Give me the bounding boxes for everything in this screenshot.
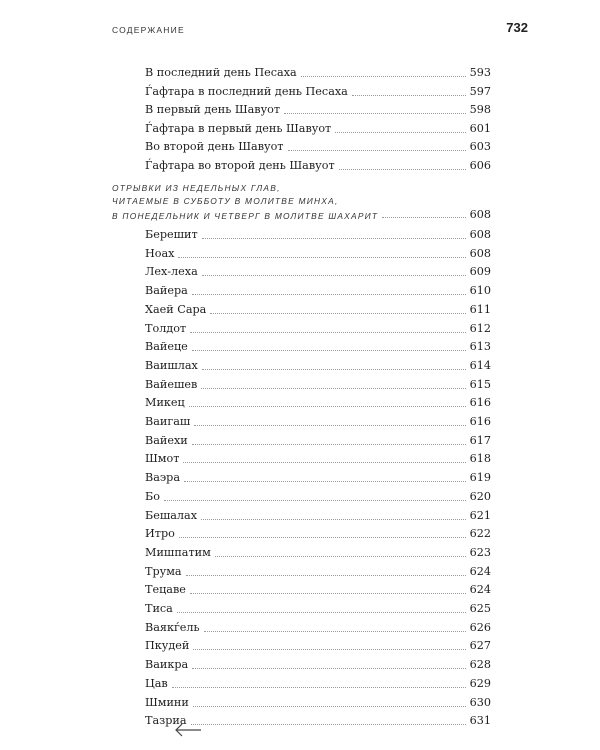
dot-leader bbox=[339, 168, 466, 170]
toc-entry[interactable] bbox=[145, 467, 491, 485]
toc-entry-page: 603 bbox=[469, 140, 491, 154]
toc-entry[interactable] bbox=[145, 62, 491, 80]
toc-entry[interactable] bbox=[145, 561, 491, 579]
dot-leader bbox=[204, 630, 466, 632]
toc-entry-page: 593 bbox=[469, 66, 491, 79]
toc-entry-title: Вайеце bbox=[145, 340, 188, 354]
toc-section-heading[interactable] bbox=[112, 183, 491, 221]
toc-entry[interactable] bbox=[145, 392, 491, 410]
toc-entry-title: Пкудей bbox=[145, 639, 190, 653]
toc-entry[interactable] bbox=[145, 299, 491, 317]
dot-leader bbox=[192, 443, 466, 445]
dot-leader bbox=[191, 723, 466, 725]
toc-entry[interactable] bbox=[145, 654, 491, 672]
toc-entry[interactable] bbox=[145, 81, 491, 99]
dot-leader bbox=[202, 274, 466, 276]
toc-entry[interactable] bbox=[145, 374, 491, 392]
toc-entry-page: 616 bbox=[469, 396, 491, 410]
dot-leader bbox=[183, 461, 465, 463]
toc-entry[interactable] bbox=[145, 505, 491, 523]
toc-entry-page: 612 bbox=[469, 321, 491, 335]
toc-entry[interactable] bbox=[145, 411, 491, 429]
dot-leader bbox=[202, 368, 466, 370]
toc-entry-title: Тиса bbox=[145, 602, 173, 615]
dot-leader bbox=[164, 499, 466, 501]
toc-entry-title: Итро bbox=[145, 527, 175, 541]
toc-entry-title: Лех-леха bbox=[145, 265, 198, 279]
dot-leader bbox=[215, 555, 466, 557]
toc-entry-page: 624 bbox=[469, 564, 491, 578]
dot-leader bbox=[202, 237, 466, 239]
toc-entry-page: 614 bbox=[469, 358, 491, 372]
toc-entry[interactable] bbox=[145, 318, 491, 336]
toc-entry[interactable] bbox=[145, 155, 491, 173]
toc-entry[interactable] bbox=[145, 635, 491, 653]
dot-leader bbox=[190, 592, 466, 594]
toc-entry-page: 624 bbox=[469, 583, 491, 597]
toc-entry-title: Хаей Сара bbox=[145, 302, 207, 316]
toc-entry-title: Берешит bbox=[145, 228, 198, 241]
section-heading-last-line bbox=[112, 208, 491, 221]
toc-entry[interactable] bbox=[145, 617, 491, 635]
toc-entry-title: Ѓафтара в последний день Песаха bbox=[145, 84, 348, 98]
toc-entry[interactable] bbox=[145, 99, 491, 117]
toc-entry-page: 629 bbox=[469, 676, 491, 690]
toc-entry-page: 615 bbox=[469, 377, 491, 391]
toc-entry-page: 620 bbox=[469, 489, 491, 503]
dot-leader bbox=[210, 312, 465, 314]
toc-entry-page: 628 bbox=[469, 658, 491, 672]
toc-entry-page: 625 bbox=[469, 602, 491, 615]
dot-leader bbox=[193, 648, 465, 650]
toc-entry-title: Ваикра bbox=[145, 658, 189, 672]
toc-entry-page: 608 bbox=[469, 246, 491, 260]
dot-leader bbox=[194, 424, 465, 426]
toc-entry[interactable] bbox=[145, 598, 491, 616]
dot-leader bbox=[288, 149, 466, 151]
dot-leader bbox=[335, 131, 465, 133]
toc-entry-title: Вайешев bbox=[145, 377, 198, 391]
toc-entry-title: Бо bbox=[145, 489, 160, 503]
toc-entry[interactable] bbox=[145, 579, 491, 597]
toc-entry-page: 627 bbox=[469, 639, 491, 653]
page-header-title: СОДЕРЖАНИЕ bbox=[112, 25, 185, 35]
section-heading-line: ОТРЫВКИ ИЗ НЕДЕЛЬНЫХ ГЛАВ, bbox=[112, 183, 281, 193]
toc-entry-title: Шмот bbox=[145, 452, 180, 466]
dot-leader bbox=[189, 405, 466, 407]
dot-leader bbox=[201, 518, 466, 520]
toc-entry[interactable] bbox=[145, 692, 491, 710]
toc-entry-title: Цав bbox=[145, 676, 168, 690]
toc-entry[interactable] bbox=[145, 336, 491, 354]
toc-entry-title: Трума bbox=[145, 564, 182, 578]
toc-entry[interactable] bbox=[145, 224, 491, 242]
toc-entry-page: 608 bbox=[469, 228, 491, 241]
dot-leader bbox=[186, 574, 466, 576]
arrow-left-icon bbox=[174, 722, 202, 738]
toc-entry-title: Ваигаш bbox=[145, 415, 191, 428]
dot-leader bbox=[352, 94, 466, 96]
toc-entry-page: 621 bbox=[469, 508, 491, 522]
toc-entry-page: 601 bbox=[469, 121, 491, 135]
toc-entry-page: 626 bbox=[469, 620, 491, 634]
toc-entry-title: В первый день Шавуот bbox=[145, 103, 281, 117]
toc-entry-page: 630 bbox=[469, 695, 491, 709]
toc-entry-page: 618 bbox=[469, 452, 491, 466]
toc-entry-page: 609 bbox=[469, 265, 491, 279]
toc-entry-page: 622 bbox=[469, 527, 491, 541]
toc-entry-page: 619 bbox=[469, 471, 491, 485]
toc-entry-page: 616 bbox=[469, 415, 491, 428]
toc-entry[interactable] bbox=[145, 280, 491, 298]
section-page-number: 608 bbox=[469, 207, 491, 221]
dot-leader bbox=[193, 705, 466, 707]
toc-entry-page: 597 bbox=[469, 84, 491, 98]
toc-entry-page: 606 bbox=[469, 159, 491, 172]
dot-leader bbox=[192, 293, 466, 295]
toc-entry-title: Ѓафтара во второй день Шавуот bbox=[145, 159, 335, 172]
section-heading-line: В ПОНЕДЕЛЬНИК И ЧЕТВЕРГ В МОЛИТВЕ ШАХАРИТ bbox=[112, 210, 379, 221]
dot-leader bbox=[382, 216, 465, 218]
toc-entry-title: Бешалах bbox=[145, 508, 197, 522]
dot-leader bbox=[192, 349, 466, 351]
dot-leader bbox=[177, 611, 466, 613]
toc-entry-title: Шмини bbox=[145, 695, 189, 709]
toc-entry-title: Ваэра bbox=[145, 471, 180, 485]
toc-entry[interactable] bbox=[145, 243, 491, 261]
dot-leader bbox=[190, 331, 466, 333]
toc-entry[interactable] bbox=[145, 136, 491, 154]
toc-entry-title: Ѓафтара в первый день Шавуот bbox=[145, 121, 332, 135]
toc-entry[interactable] bbox=[145, 486, 491, 504]
toc-entry[interactable] bbox=[145, 355, 491, 373]
dot-leader bbox=[284, 112, 466, 114]
toc-entry[interactable] bbox=[145, 542, 491, 560]
dot-leader bbox=[179, 536, 466, 538]
toc-entry-title: Тазриа bbox=[145, 714, 187, 728]
dot-leader bbox=[184, 480, 466, 482]
toc-entry-title: Ноах bbox=[145, 246, 175, 260]
dot-leader bbox=[178, 256, 465, 258]
toc-entry[interactable] bbox=[145, 448, 491, 466]
toc-entry-title: Ваишлах bbox=[145, 358, 198, 372]
toc-entry[interactable] bbox=[145, 118, 491, 136]
toc-entry[interactable] bbox=[145, 261, 491, 279]
dot-leader bbox=[172, 686, 466, 688]
toc-entry-page: 611 bbox=[469, 302, 491, 316]
toc-entry-page: 613 bbox=[469, 340, 491, 354]
toc-entry-page: 610 bbox=[469, 284, 491, 298]
toc-entry-title: В последний день Песаха bbox=[145, 66, 297, 79]
toc-entry[interactable] bbox=[145, 523, 491, 541]
toc-entry-title: Толдот bbox=[145, 321, 187, 335]
dot-leader bbox=[301, 75, 466, 77]
toc-entry-title: Микец bbox=[145, 396, 185, 410]
toc-entry-page: 631 bbox=[469, 714, 491, 728]
toc-entry-page: 617 bbox=[469, 433, 491, 447]
dot-leader bbox=[201, 387, 465, 389]
toc-entry-title: Мишпатим bbox=[145, 545, 211, 559]
toc-entry-title: Тецаве bbox=[145, 583, 186, 597]
toc-entry[interactable] bbox=[145, 673, 491, 691]
toc-entry-page: 598 bbox=[469, 103, 491, 117]
toc-entry-title: Ваякѓель bbox=[145, 620, 200, 634]
back-arrow-icon[interactable] bbox=[174, 722, 202, 738]
toc-entry[interactable] bbox=[145, 430, 491, 448]
toc-entry-title: Вайехи bbox=[145, 433, 188, 447]
toc-entry-title: Во второй день Шавуот bbox=[145, 140, 284, 154]
section-heading-line: ЧИТАЕМЫЕ В СУББОТУ В МОЛИТВЕ МИНХА, bbox=[112, 195, 339, 206]
toc-entry-page: 623 bbox=[469, 545, 491, 559]
dot-leader bbox=[192, 667, 465, 669]
page-number: 732 bbox=[506, 20, 528, 35]
toc-entry-title: Вайера bbox=[145, 284, 188, 298]
